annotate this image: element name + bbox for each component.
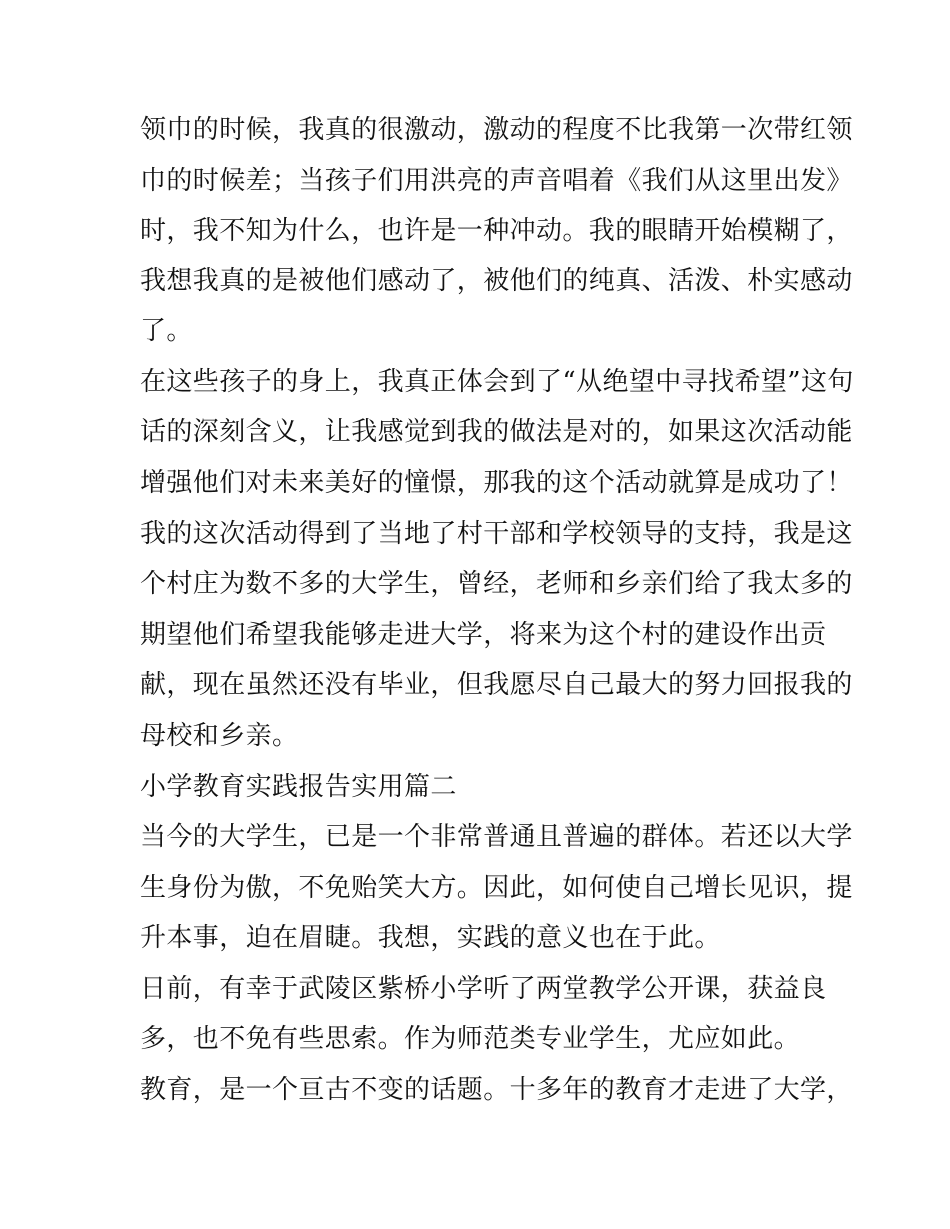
text-line: 当今的大学生，已是一个非常普通且普遍的群体。若还以大学 (140, 822, 853, 852)
text-line: 多，也不免有些思索。作为师范类专业学生，尤应如此。 (140, 1024, 801, 1054)
text-line: 巾的时候差；当孩子们用洪亮的声音唱着《我们从这里出发》 (140, 166, 853, 196)
text-line: 话的深刻含义，让我感觉到我的做法是对的，如果这次活动能 (140, 417, 853, 447)
text-line: 日前，有幸于武陵区紫桥小学听了两堂教学公开课，获益良 (140, 974, 827, 1004)
text-line: 领巾的时候，我真的很激动，激动的程度不比我第一次带红领 (140, 115, 853, 145)
text-line: 教育，是一个亘古不变的话题。十多年的教育才走进了大学， (140, 1075, 853, 1105)
text-line: 时，我不知为什么，也许是一种冲动。我的眼睛开始模糊了， (140, 216, 853, 246)
text-line: 生身份为傲，不免贻笑大方。因此，如何使自己增长见识，提 (140, 873, 853, 903)
text-line: 了。 (140, 316, 193, 346)
text-line: 个村庄为数不多的大学生，曾经，老师和乡亲们给了我太多的 (140, 569, 853, 599)
section-heading: 小学教育实践报告实用篇二 (140, 772, 457, 802)
text-line: 在这些孩子的身上，我真正体会到了“从绝望中寻找希望”这句 (140, 367, 854, 397)
text-line: 升本事，迫在眉睫。我想，实践的意义也在于此。 (140, 923, 721, 953)
text-line: 献，现在虽然还没有毕业，但我愿尽自己最大的努力回报我的 (140, 670, 853, 700)
text-line: 增强他们对未来美好的憧憬，那我的这个活动就算是成功了！ (140, 468, 853, 498)
text-line: 母校和乡亲。 (140, 721, 299, 751)
text-line: 我的这次活动得到了当地了村干部和学校领导的支持，我是这 (140, 519, 853, 549)
text-line: 期望他们希望我能够走进大学，将来为这个村的建设作出贡 (140, 620, 827, 650)
text-line: 我想我真的是被他们感动了，被他们的纯真、活泼、朴实感动 (140, 266, 853, 296)
